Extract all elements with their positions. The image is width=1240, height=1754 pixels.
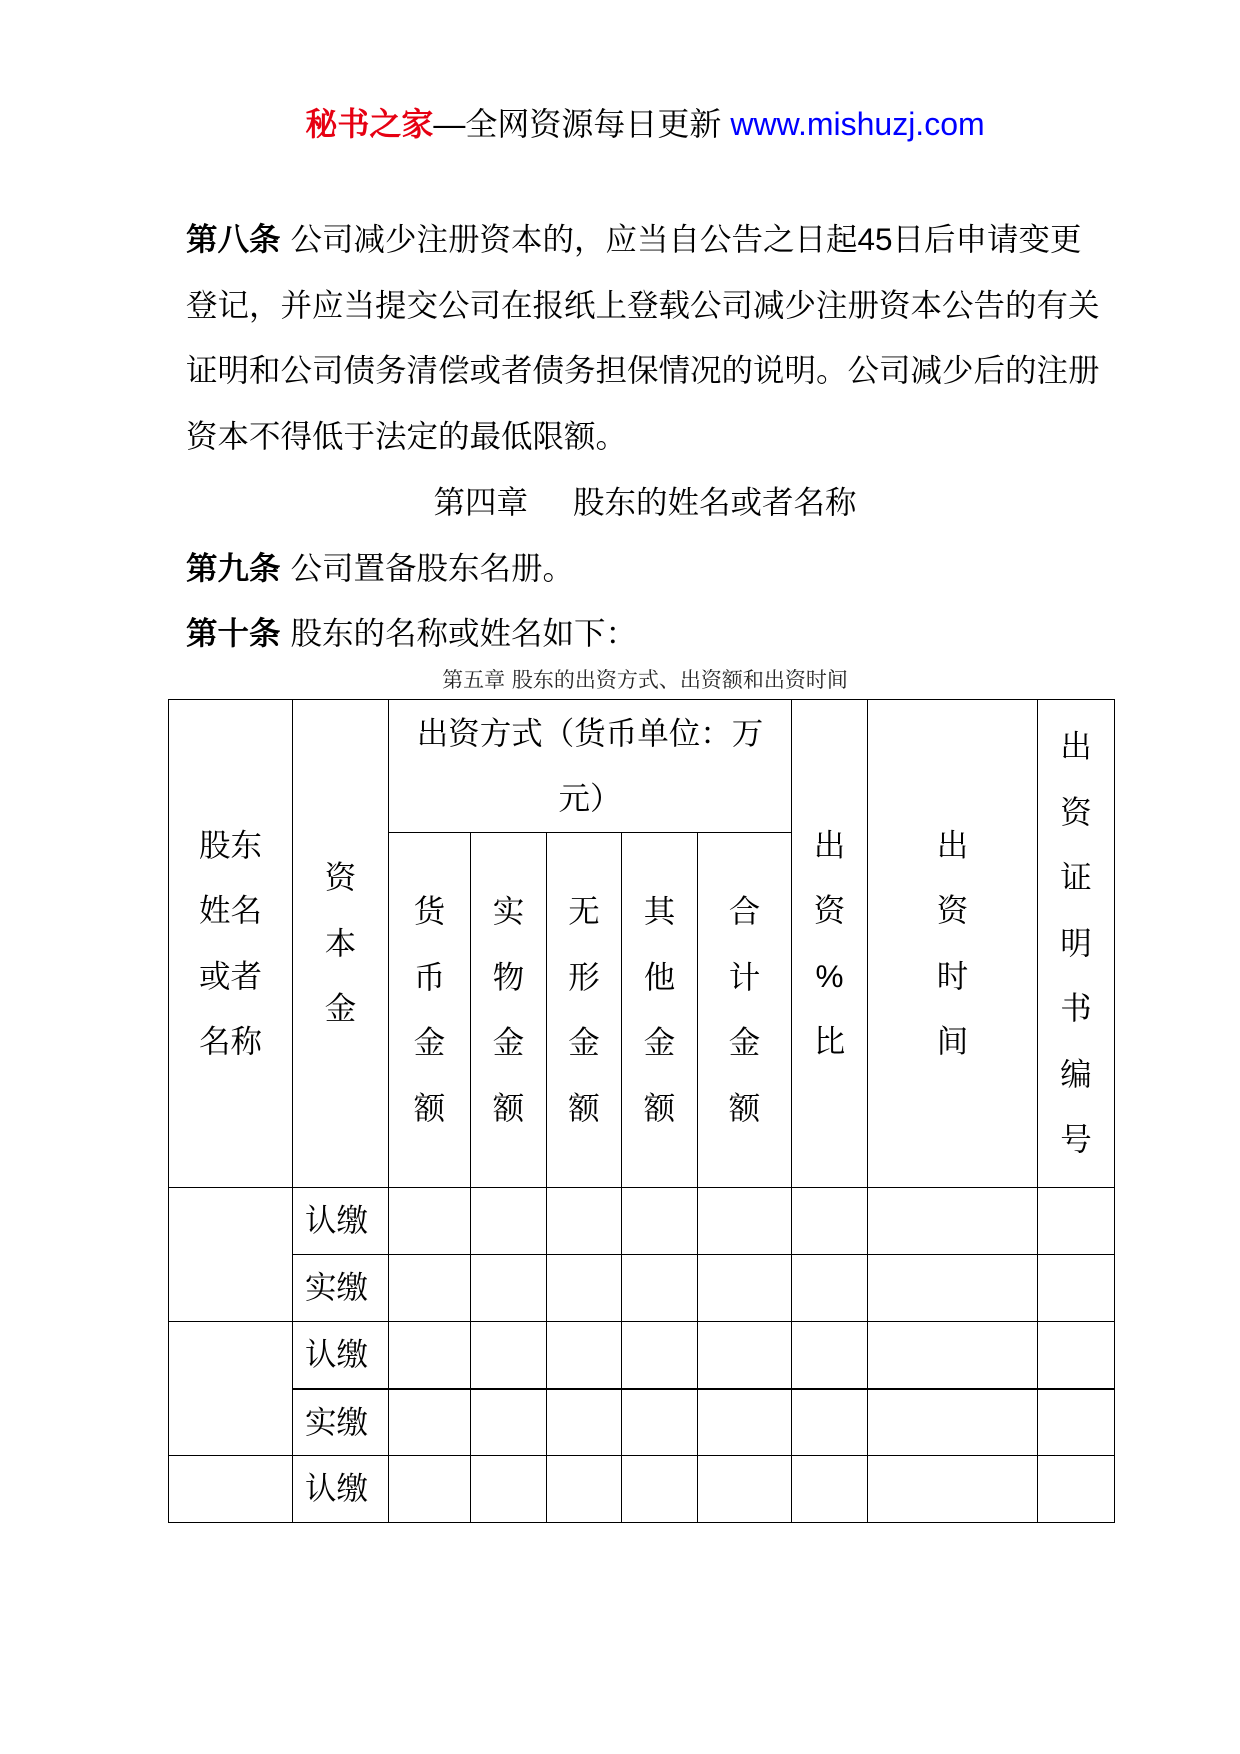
header-certificate-number-label: 出资证明书编号 (1060, 728, 1092, 1158)
chapter-4-title: 股东的姓名或者名称 (573, 483, 857, 520)
site-url-link[interactable]: www.mishuzj.com (730, 106, 985, 142)
article-9-label: 第九条 (186, 549, 281, 586)
document-body (186, 207, 1104, 693)
contribution-type-cell: 认缴 (293, 1322, 389, 1389)
shareholder-name-cell (169, 1456, 293, 1523)
contribution-ratio-cell (792, 1456, 868, 1523)
intangible-amount-cell (547, 1188, 622, 1255)
contribution-ratio-cell (792, 1322, 868, 1389)
article-10-label: 第十条 (186, 615, 281, 652)
contribution-time-cell (868, 1322, 1038, 1389)
total-amount-cell (698, 1255, 792, 1322)
contribution-ratio-cell (792, 1188, 868, 1255)
other-amount-cell (622, 1188, 698, 1255)
contribution-ratio-cell (792, 1389, 868, 1456)
contribution-time-cell (868, 1456, 1038, 1523)
certificate-number-cell (1038, 1188, 1115, 1255)
header-contribution-time (868, 700, 1038, 1188)
header-contribution-time-label: 出资时间 (936, 826, 969, 1059)
total-amount-cell (698, 1456, 792, 1523)
header-shareholder-name (169, 700, 293, 1188)
contribution-type-cell: 实缴 (293, 1389, 389, 1456)
header-shareholder-name-label: 股东姓名或者名称 (198, 826, 262, 1059)
certificate-number-cell (1038, 1389, 1115, 1456)
total-amount-cell (698, 1188, 792, 1255)
table-row (169, 1389, 1115, 1456)
in-kind-amount-cell (471, 1456, 547, 1523)
other-amount-cell (622, 1322, 698, 1389)
header-total-amount-label: 合计金额 (728, 893, 761, 1126)
intangible-amount-cell (547, 1456, 622, 1523)
certificate-number-cell (1038, 1456, 1115, 1523)
article-10 (186, 601, 1104, 667)
header-contribution-ratio-label: 出资%比 (813, 826, 846, 1059)
other-amount-cell (622, 1389, 698, 1456)
header-capital (293, 700, 389, 1188)
in-kind-amount-cell (471, 1255, 547, 1322)
site-tagline: —全网资源每日更新 (433, 106, 722, 142)
total-amount-cell (698, 1322, 792, 1389)
in-kind-amount-cell (471, 1322, 547, 1389)
header-in-kind-amount-label: 实物金额 (492, 893, 525, 1126)
shareholder-contribution-table (168, 699, 1115, 1523)
header-currency-amount (389, 833, 471, 1188)
chapter-4-heading (186, 470, 1104, 536)
site-header (186, 104, 1104, 144)
header-contribution-method (389, 700, 792, 833)
intangible-amount-cell (547, 1255, 622, 1322)
article-8-label: 第八条 (186, 221, 281, 257)
table-caption: 第五章 股东的出资方式、出资额和出资时间 (442, 667, 848, 692)
header-contribution-ratio (792, 700, 868, 1188)
header-contribution-method-label: 出资方式（货币单位：万元） (416, 714, 764, 816)
header-intangible-amount (547, 833, 622, 1188)
shareholder-name-cell (169, 1322, 293, 1456)
contribution-type-cell: 实缴 (293, 1255, 389, 1322)
header-currency-amount-label: 货币金额 (413, 893, 446, 1126)
article-9 (186, 536, 1104, 602)
article-8-text: 公司减少注册资本的，应当自公告之日起45日后申请变更登记，并应当提交公司在报纸上登载公司减少注册资本公告的有关证明和公司债务清偿或者债务担保情况的说明。公司减少后的注册资本不得低于法定的最低限额。 (186, 221, 1100, 455)
header-total-amount (698, 833, 792, 1188)
contribution-time-cell (868, 1389, 1038, 1456)
in-kind-amount-cell (471, 1389, 547, 1456)
currency-amount-cell (389, 1389, 471, 1456)
currency-amount-cell (389, 1456, 471, 1523)
contribution-time-cell (868, 1188, 1038, 1255)
intangible-amount-cell (547, 1322, 622, 1389)
certificate-number-cell (1038, 1255, 1115, 1322)
header-other-amount (622, 833, 698, 1188)
currency-amount-cell (389, 1188, 471, 1255)
chapter-4-number: 第四章 (433, 483, 528, 520)
contribution-type-cell: 认缴 (293, 1188, 389, 1255)
header-capital-label: 资本金 (324, 859, 357, 1027)
article-9-text: 公司置备股东名册。 (290, 549, 575, 586)
intangible-amount-cell (547, 1389, 622, 1456)
other-amount-cell (622, 1255, 698, 1322)
article-10-text: 股东的名称或姓名如下： (290, 615, 638, 652)
table-header-row (169, 700, 1115, 833)
in-kind-amount-cell (471, 1188, 547, 1255)
contribution-time-cell (868, 1255, 1038, 1322)
contribution-ratio-cell (792, 1255, 868, 1322)
other-amount-cell (622, 1456, 698, 1523)
contribution-type-cell: 认缴 (293, 1456, 389, 1523)
table-row (169, 1188, 1115, 1255)
article-8 (186, 207, 1104, 470)
currency-amount-cell (389, 1255, 471, 1322)
header-certificate-number (1038, 700, 1115, 1188)
header-other-amount-label: 其他金额 (643, 893, 676, 1126)
certificate-number-cell (1038, 1322, 1115, 1389)
total-amount-cell (698, 1389, 792, 1456)
header-intangible-amount-label: 无形金额 (568, 893, 600, 1126)
header-in-kind-amount (471, 833, 547, 1188)
table-row (169, 1456, 1115, 1523)
currency-amount-cell (389, 1322, 471, 1389)
shareholder-name-cell (169, 1188, 293, 1322)
table-row (169, 1322, 1115, 1389)
site-name: 秘书之家 (305, 106, 434, 142)
table-row (169, 1255, 1115, 1322)
